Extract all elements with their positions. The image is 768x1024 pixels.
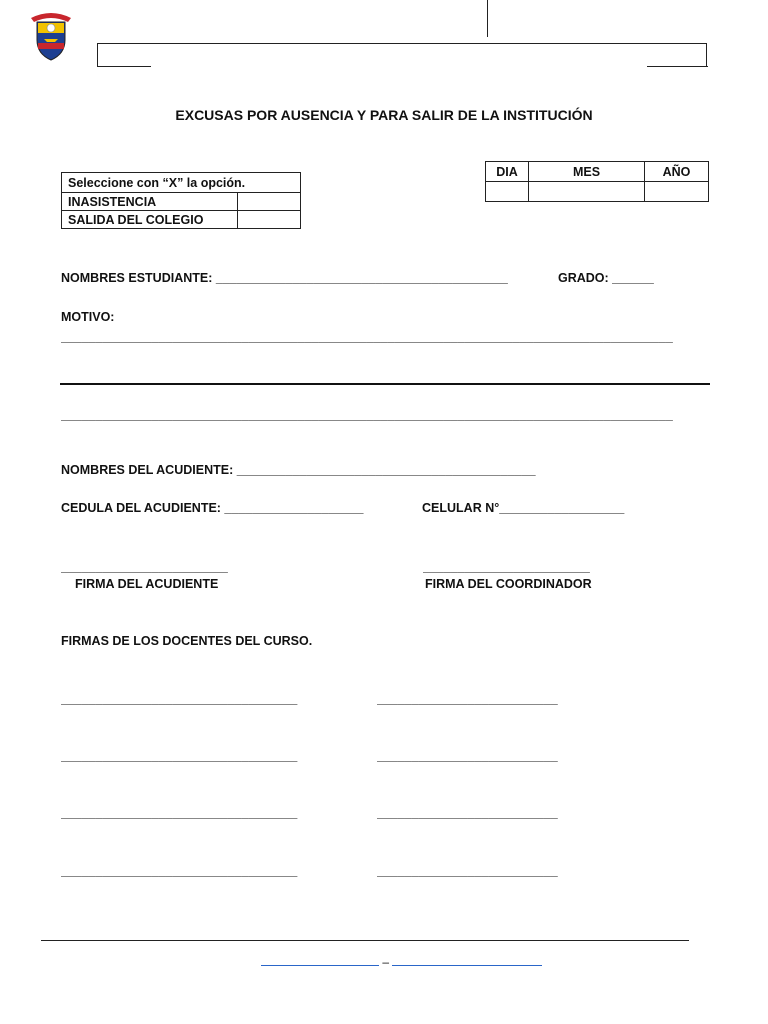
date-field-mes[interactable] <box>529 182 645 202</box>
date-header-mes: MES <box>529 162 645 182</box>
footer-separator: – <box>382 955 390 969</box>
teacher-signature-line[interactable]: __________________________________ <box>61 692 298 706</box>
footer-link-left[interactable] <box>261 952 379 966</box>
footer-divider <box>41 940 689 941</box>
footer-links <box>261 952 542 969</box>
date-table <box>485 161 709 202</box>
date-field-dia[interactable] <box>486 182 529 202</box>
options-table <box>61 172 301 229</box>
header-divider-vertical <box>487 0 488 37</box>
header-frame-left-bottom <box>97 66 151 67</box>
teacher-signature-line[interactable]: __________________________ <box>377 806 558 820</box>
student-name-field[interactable]: NOMBRES ESTUDIANTE: __________________________________________ <box>61 271 508 285</box>
footer-link-right[interactable] <box>392 952 542 966</box>
teacher-signature-line[interactable]: __________________________________ <box>61 864 298 878</box>
guardian-signature-line[interactable]: ________________________ <box>61 560 228 574</box>
coordinator-signature-line[interactable]: ________________________ <box>423 560 590 574</box>
cell-number-field[interactable]: CELULAR N°__________________ <box>422 501 625 515</box>
header-frame <box>97 43 707 66</box>
reason-label: MOTIVO: <box>61 310 115 324</box>
option-label-inasistencia: INASISTENCIA <box>62 193 238 211</box>
reason-line-1[interactable]: ________________________________________________________________________________________ <box>61 330 673 344</box>
guardian-id-field[interactable]: CEDULA DEL ACUDIENTE: ____________________ <box>61 501 364 515</box>
coordinator-signature-label: FIRMA DEL COORDINADOR <box>425 577 592 591</box>
options-table-header: Seleccione con “X” la opción. <box>62 173 301 193</box>
school-crest-logo <box>28 10 74 62</box>
reason-line-2[interactable] <box>60 383 710 385</box>
option-checkbox-inasistencia[interactable] <box>238 193 301 211</box>
reason-line-3[interactable]: ________________________________________________________________________________________ <box>61 408 673 422</box>
teacher-signature-line[interactable]: __________________________________ <box>61 749 298 763</box>
date-header-dia: DIA <box>486 162 529 182</box>
option-checkbox-salida[interactable] <box>238 211 301 229</box>
option-label-salida: SALIDA DEL COLEGIO <box>62 211 238 229</box>
date-field-anio[interactable] <box>645 182 709 202</box>
teacher-signature-line[interactable]: __________________________ <box>377 749 558 763</box>
teacher-signature-line[interactable]: __________________________________ <box>61 806 298 820</box>
date-header-anio: AÑO <box>645 162 709 182</box>
teachers-signatures-heading: FIRMAS DE LOS DOCENTES DEL CURSO. <box>61 634 313 648</box>
guardian-name-field[interactable]: NOMBRES DEL ACUDIENTE: ___________________________________________ <box>61 463 536 477</box>
grade-field[interactable]: GRADO: ______ <box>558 271 654 285</box>
teacher-signature-line[interactable]: __________________________ <box>377 692 558 706</box>
header-frame-right-bottom <box>647 66 708 67</box>
teacher-signature-line[interactable]: __________________________ <box>377 864 558 878</box>
guardian-signature-label: FIRMA DEL ACUDIENTE <box>75 577 219 591</box>
document-title: EXCUSAS POR AUSENCIA Y PARA SALIR DE LA INSTITUCIÓN <box>175 107 593 123</box>
